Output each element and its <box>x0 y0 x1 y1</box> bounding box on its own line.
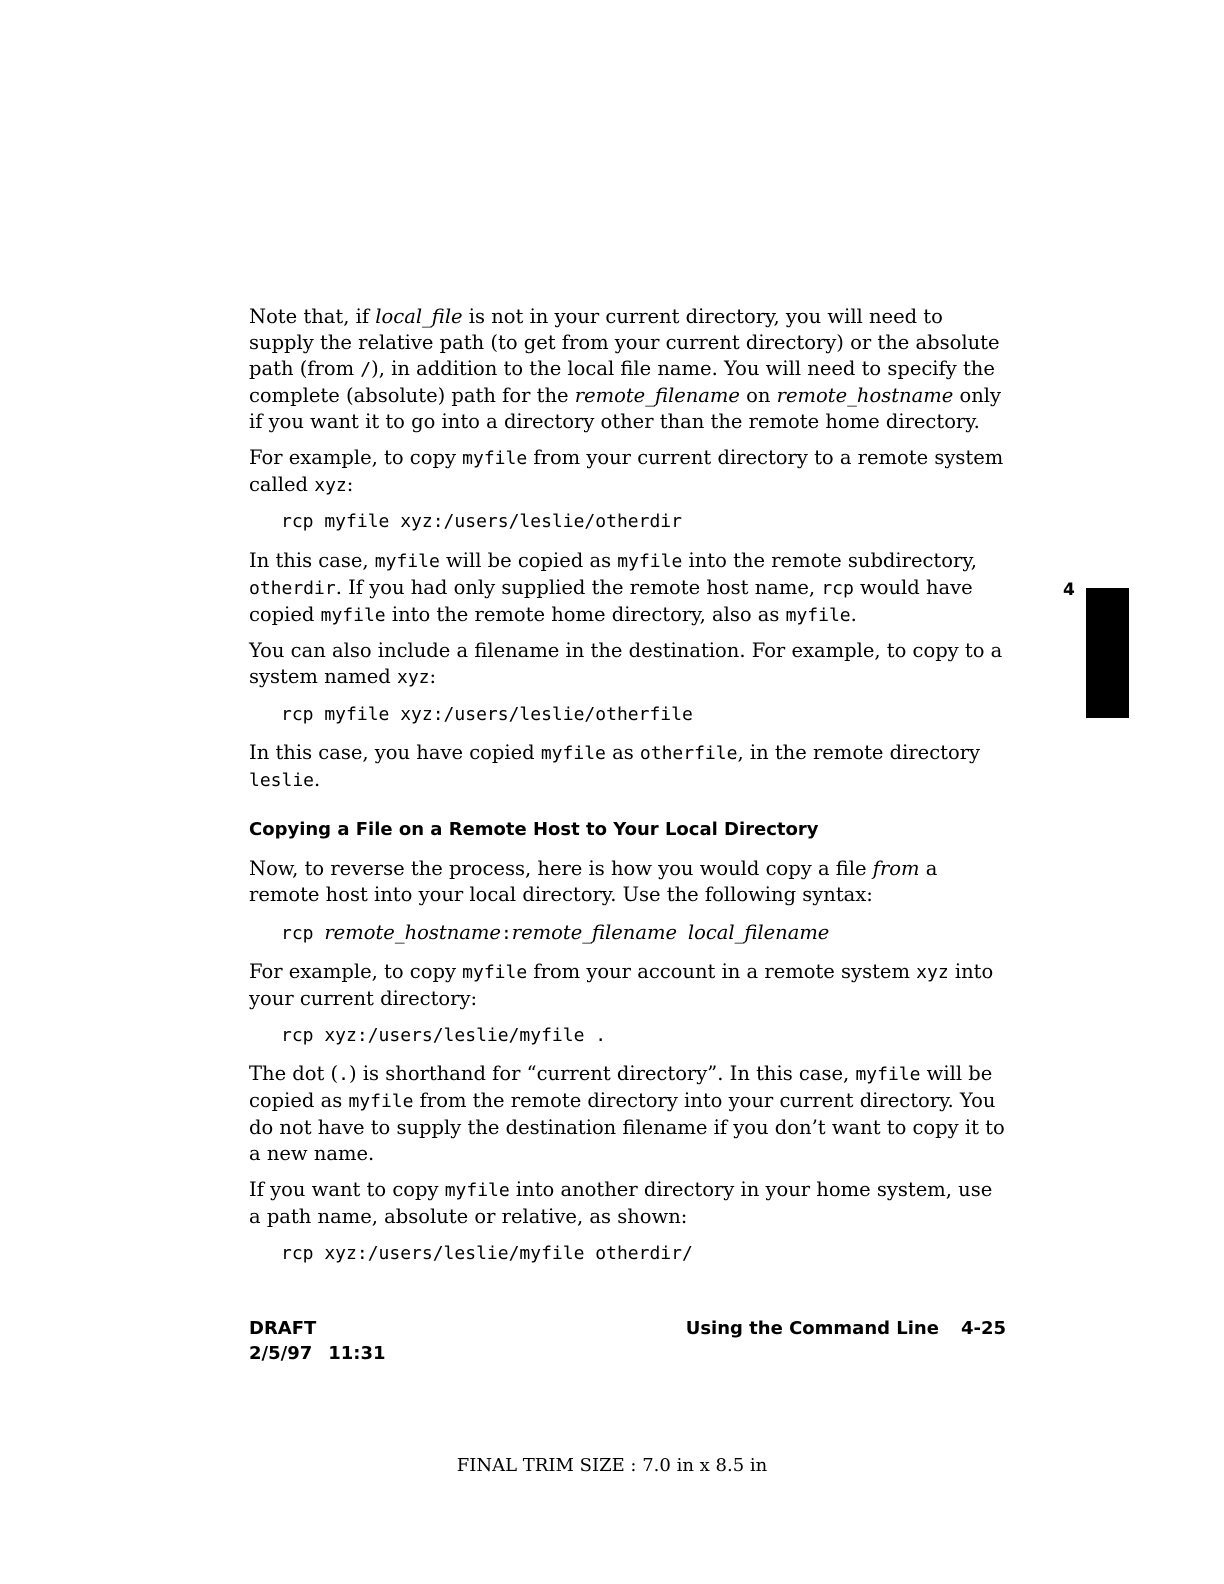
text: as <box>605 741 640 764</box>
code-xyz: xyz <box>916 962 949 983</box>
text: from your account in a remote system <box>527 960 917 983</box>
chapter-tab-marker <box>1086 588 1129 718</box>
paragraph-example-copy <box>249 445 1009 499</box>
text: ), in addition to the local file name. You will need to specify the complete (absolute) path for the <box>249 357 995 407</box>
text: In this case, you have copied <box>249 741 541 764</box>
paragraph-dot-shorthand <box>249 1061 1009 1167</box>
text: from your current directory to a remote system called <box>249 446 1004 496</box>
text: on <box>739 384 777 407</box>
chapter-tab-number: 4 <box>1063 580 1075 600</box>
code-otherfile: otherfile <box>639 743 738 764</box>
text: Note that, if <box>249 305 376 328</box>
text: Now, to reverse the process, here is how you would copy a file <box>249 857 873 880</box>
code-colon: : <box>500 923 512 944</box>
term-local-file: local_file <box>375 305 463 328</box>
section-heading: Copying a File on a Remote Host to Your Local Directory <box>249 819 819 840</box>
code-myfile: myfile <box>374 551 440 572</box>
footer-date-time <box>249 1341 386 1367</box>
text: . <box>314 768 321 791</box>
footer-date: 2/5/97 <box>249 1343 313 1364</box>
code-myfile: myfile <box>785 605 851 626</box>
code-rcp: rcp <box>821 578 854 599</box>
code-dot: . <box>338 1064 350 1085</box>
code-myfile: myfile <box>462 448 528 469</box>
code-example-1: rcp myfile xyz:/users/leslie/otherdir <box>281 511 682 532</box>
code-example-2: rcp myfile xyz:/users/leslie/otherfile <box>281 704 693 725</box>
text: , in the remote directory <box>737 741 981 764</box>
text: ) is shorthand for “current directory”. In this case, <box>349 1062 856 1085</box>
code-myfile: myfile <box>855 1064 921 1085</box>
text: In this case, <box>249 549 375 572</box>
footer-time: 11:31 <box>328 1343 386 1364</box>
emphasis-from: from <box>872 857 920 880</box>
text: . <box>850 603 857 626</box>
code-myfile: myfile <box>540 743 606 764</box>
paragraph-copied-subdirectory <box>249 548 1009 629</box>
paragraph-local-file-note <box>249 304 1009 435</box>
code-otherdir: otherdir <box>249 578 336 599</box>
text: from the remote directory into your current directory. You do not have to supply the destination filename if you don’t want to copy it to a new name. <box>249 1089 1005 1165</box>
paragraph-copied-as-otherfile <box>249 740 1009 794</box>
text: a remote host into your local directory. Use the following syntax: <box>249 857 938 906</box>
term-remote-filename: remote_filename <box>574 384 740 407</box>
code-myfile: myfile <box>348 1091 414 1112</box>
text: into the remote home directory, also as <box>385 603 786 626</box>
trim-size-note: FINAL TRIM SIZE : 7.0 in x 8.5 in <box>456 1455 768 1476</box>
text: The dot ( <box>249 1062 339 1085</box>
text: will be copied as <box>249 1062 993 1112</box>
term-remote-hostname: remote_hostname <box>776 384 954 407</box>
footer-page-number: 4-25 <box>960 1318 1006 1339</box>
text: will be copied as <box>439 549 618 572</box>
code-myfile: myfile <box>617 551 683 572</box>
footer-draft-label: DRAFT <box>249 1318 317 1339</box>
paragraph-include-filename <box>249 638 1009 691</box>
code-myfile: myfile <box>444 1180 510 1201</box>
code-slash: / <box>360 359 372 380</box>
text: would have copied <box>249 576 973 626</box>
footer-section-page <box>686 1316 1006 1342</box>
term-remote-filename: remote_filename <box>511 921 677 944</box>
code-leslie: leslie <box>249 770 315 791</box>
code-syntax <box>281 920 829 947</box>
text: is not in your current directory, you will need to supply the relative path (to get from your current directory) or the absolute path (from <box>249 305 1000 380</box>
term-local-filename: local_filename <box>687 921 830 944</box>
text: . If you had only supplied the remote host name, <box>335 576 822 599</box>
code-example-3: rcp xyz:/users/leslie/myfile . <box>281 1025 607 1046</box>
code-myfile: myfile <box>320 605 386 626</box>
paragraph-another-directory <box>249 1177 1009 1230</box>
text: : <box>429 665 437 688</box>
text: only if you want it to go into a directory other than the remote home directory. <box>249 384 1002 433</box>
text: For example, to copy <box>249 446 463 469</box>
text: : <box>346 473 354 496</box>
code-rcp: rcp <box>281 923 325 944</box>
footer-section-title: Using the Command Line <box>685 1318 939 1339</box>
text: into another directory in your home system, use a path name, absolute or relative, as shown: <box>249 1178 993 1228</box>
paragraph-example-account <box>249 959 1009 1012</box>
text: You can also include a filename in the destination. For example, to copy to a system named <box>249 639 1003 688</box>
paragraph-reverse-process <box>249 856 1009 908</box>
code-myfile: myfile <box>462 962 528 983</box>
text: If you want to copy <box>249 1178 445 1201</box>
code-example-4: rcp xyz:/users/leslie/myfile otherdir/ <box>281 1243 693 1264</box>
text: into the remote subdirectory, <box>682 549 977 572</box>
text: into your current directory: <box>249 960 994 1010</box>
text: For example, to copy <box>249 960 463 983</box>
code-xyz: xyz <box>397 667 430 688</box>
term-remote-hostname: remote_hostname <box>324 921 501 944</box>
code-xyz: xyz <box>314 475 347 496</box>
